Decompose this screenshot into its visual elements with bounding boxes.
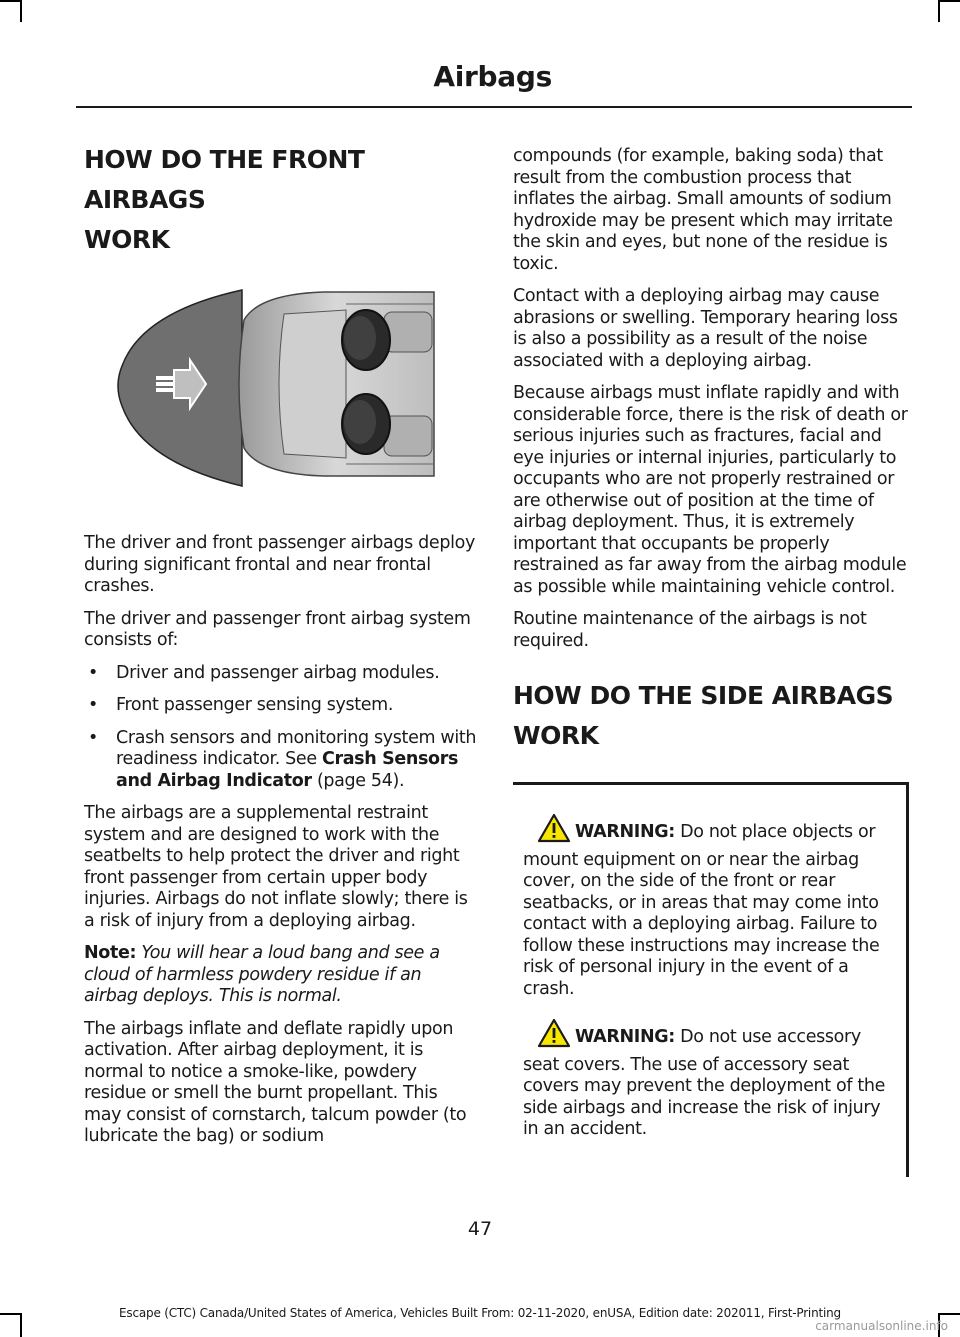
section-heading-side-airbags <box>513 676 909 756</box>
header-divider <box>76 106 912 108</box>
crash-sensors-link[interactable]: Crash Sensors and Airbag Indicator <box>116 749 459 791</box>
paragraph: The airbags inflate and deflate rapidly upon activation. After airbag deployment, it is normal to notice a smoke-like, powdery residue or smell the burnt propellant. This may consist of cornstarch, talcum powder (to lubricate the bag) or sodium <box>84 1018 467 1146</box>
note-label: Note: <box>84 943 137 963</box>
paragraph: Because airbags must inflate rapidly and with considerable force, there is the risk of death or serious injuries such as fractures, facial and eye injuries or internal injuries, particularly to occupants who are not properly restrained or are otherwise out of position at the time of airbag deployment. Thus, it is extremely important that occupants be properly restrained as far away from the airbag module as possible while maintaining vehicle control. <box>513 383 908 597</box>
component-list <box>84 663 478 793</box>
paragraph: Routine maintenance of the airbags is not required. <box>513 609 867 651</box>
warning-item <box>523 813 894 1000</box>
note-text: You will hear a loud bang and see a cloud of harmless powdery residue if an airbag deploys. This is normal. <box>84 943 440 1006</box>
crop-mark <box>20 0 22 22</box>
warning-text: Do not use accessory seat covers. The use of accessory seat covers may prevent the deployment of the side airbags and increase the risk of injury in an accident. <box>523 1027 886 1139</box>
warning-text: Do not place objects or mount equipment on or near the airbag cover, on the side of the front or rear seatbacks, or in areas that may come into contact with a deploying airbag. Failure to follow these instructions may increase the risk of personal injury in the event of a crash. <box>523 822 880 999</box>
see-text: See <box>285 749 317 769</box>
warning-triangle-icon <box>537 813 571 850</box>
heading-line: WORK <box>513 721 599 750</box>
list-item: • Front passenger sensing system. <box>84 695 478 717</box>
crop-mark <box>938 0 940 22</box>
warning-triangle-icon <box>537 1018 571 1055</box>
list-item <box>84 728 478 793</box>
watermark: carmanualsonline.info <box>815 1319 948 1333</box>
car-front-airbags-illustration-svg <box>84 274 478 494</box>
car-front-airbags-illustration <box>84 274 478 494</box>
page-number: 47 <box>467 1218 493 1240</box>
heading-line: HOW DO THE FRONT AIRBAGS <box>84 145 365 214</box>
right-column <box>513 146 909 1161</box>
heading-line: WORK <box>84 225 170 254</box>
paragraph: The driver and front passenger airbags deploy during significant frontal and near frontal crashes. <box>84 533 475 596</box>
footer-edition-info: Escape (CTC) Canada/United States of America, Vehicles Built From: 02-11-2020, enUSA, Edition date: 202011, First-Printing <box>119 1306 841 1320</box>
list-item: • Driver and passenger airbag modules. <box>84 663 478 685</box>
page-title: Airbags <box>433 60 552 93</box>
warning-box <box>513 782 909 1161</box>
note <box>84 943 478 1008</box>
page-reference: (page 54). <box>316 770 405 791</box>
paragraph: compounds (for example, baking soda) that result from the combustion process that inflates the airbag. Small amounts of sodium hydroxide may be present which may irritate the skin and eyes, but none of the residue is toxic. <box>513 146 893 274</box>
paragraph: The airbags are a supplemental restraint system and are designed to work with the seatbelts to help protect the driver and right front passenger from certain upper body injuries. Airbags do not inflate slowly; there is a risk of injury from a deploying airbag. <box>84 803 468 931</box>
left-column <box>84 140 478 1159</box>
paragraph: Contact with a deploying airbag may cause abrasions or swelling. Temporary hearing loss is also a possibility as a result of the noise associated with a deploying airbag. <box>513 286 898 371</box>
crop-mark <box>938 0 960 2</box>
warning-item <box>523 1018 894 1141</box>
heading-line: HOW DO THE SIDE AIRBAGS <box>513 681 894 710</box>
section-heading-front-airbags <box>84 140 478 260</box>
warning-label: WARNING: <box>575 1027 675 1047</box>
paragraph: The driver and passenger front airbag system consists of: <box>84 608 471 650</box>
warning-label: WARNING: <box>575 822 675 842</box>
crop-mark <box>0 0 22 2</box>
list-item-text: Crash sensors and monitoring system with readiness indicator. <box>116 727 477 769</box>
